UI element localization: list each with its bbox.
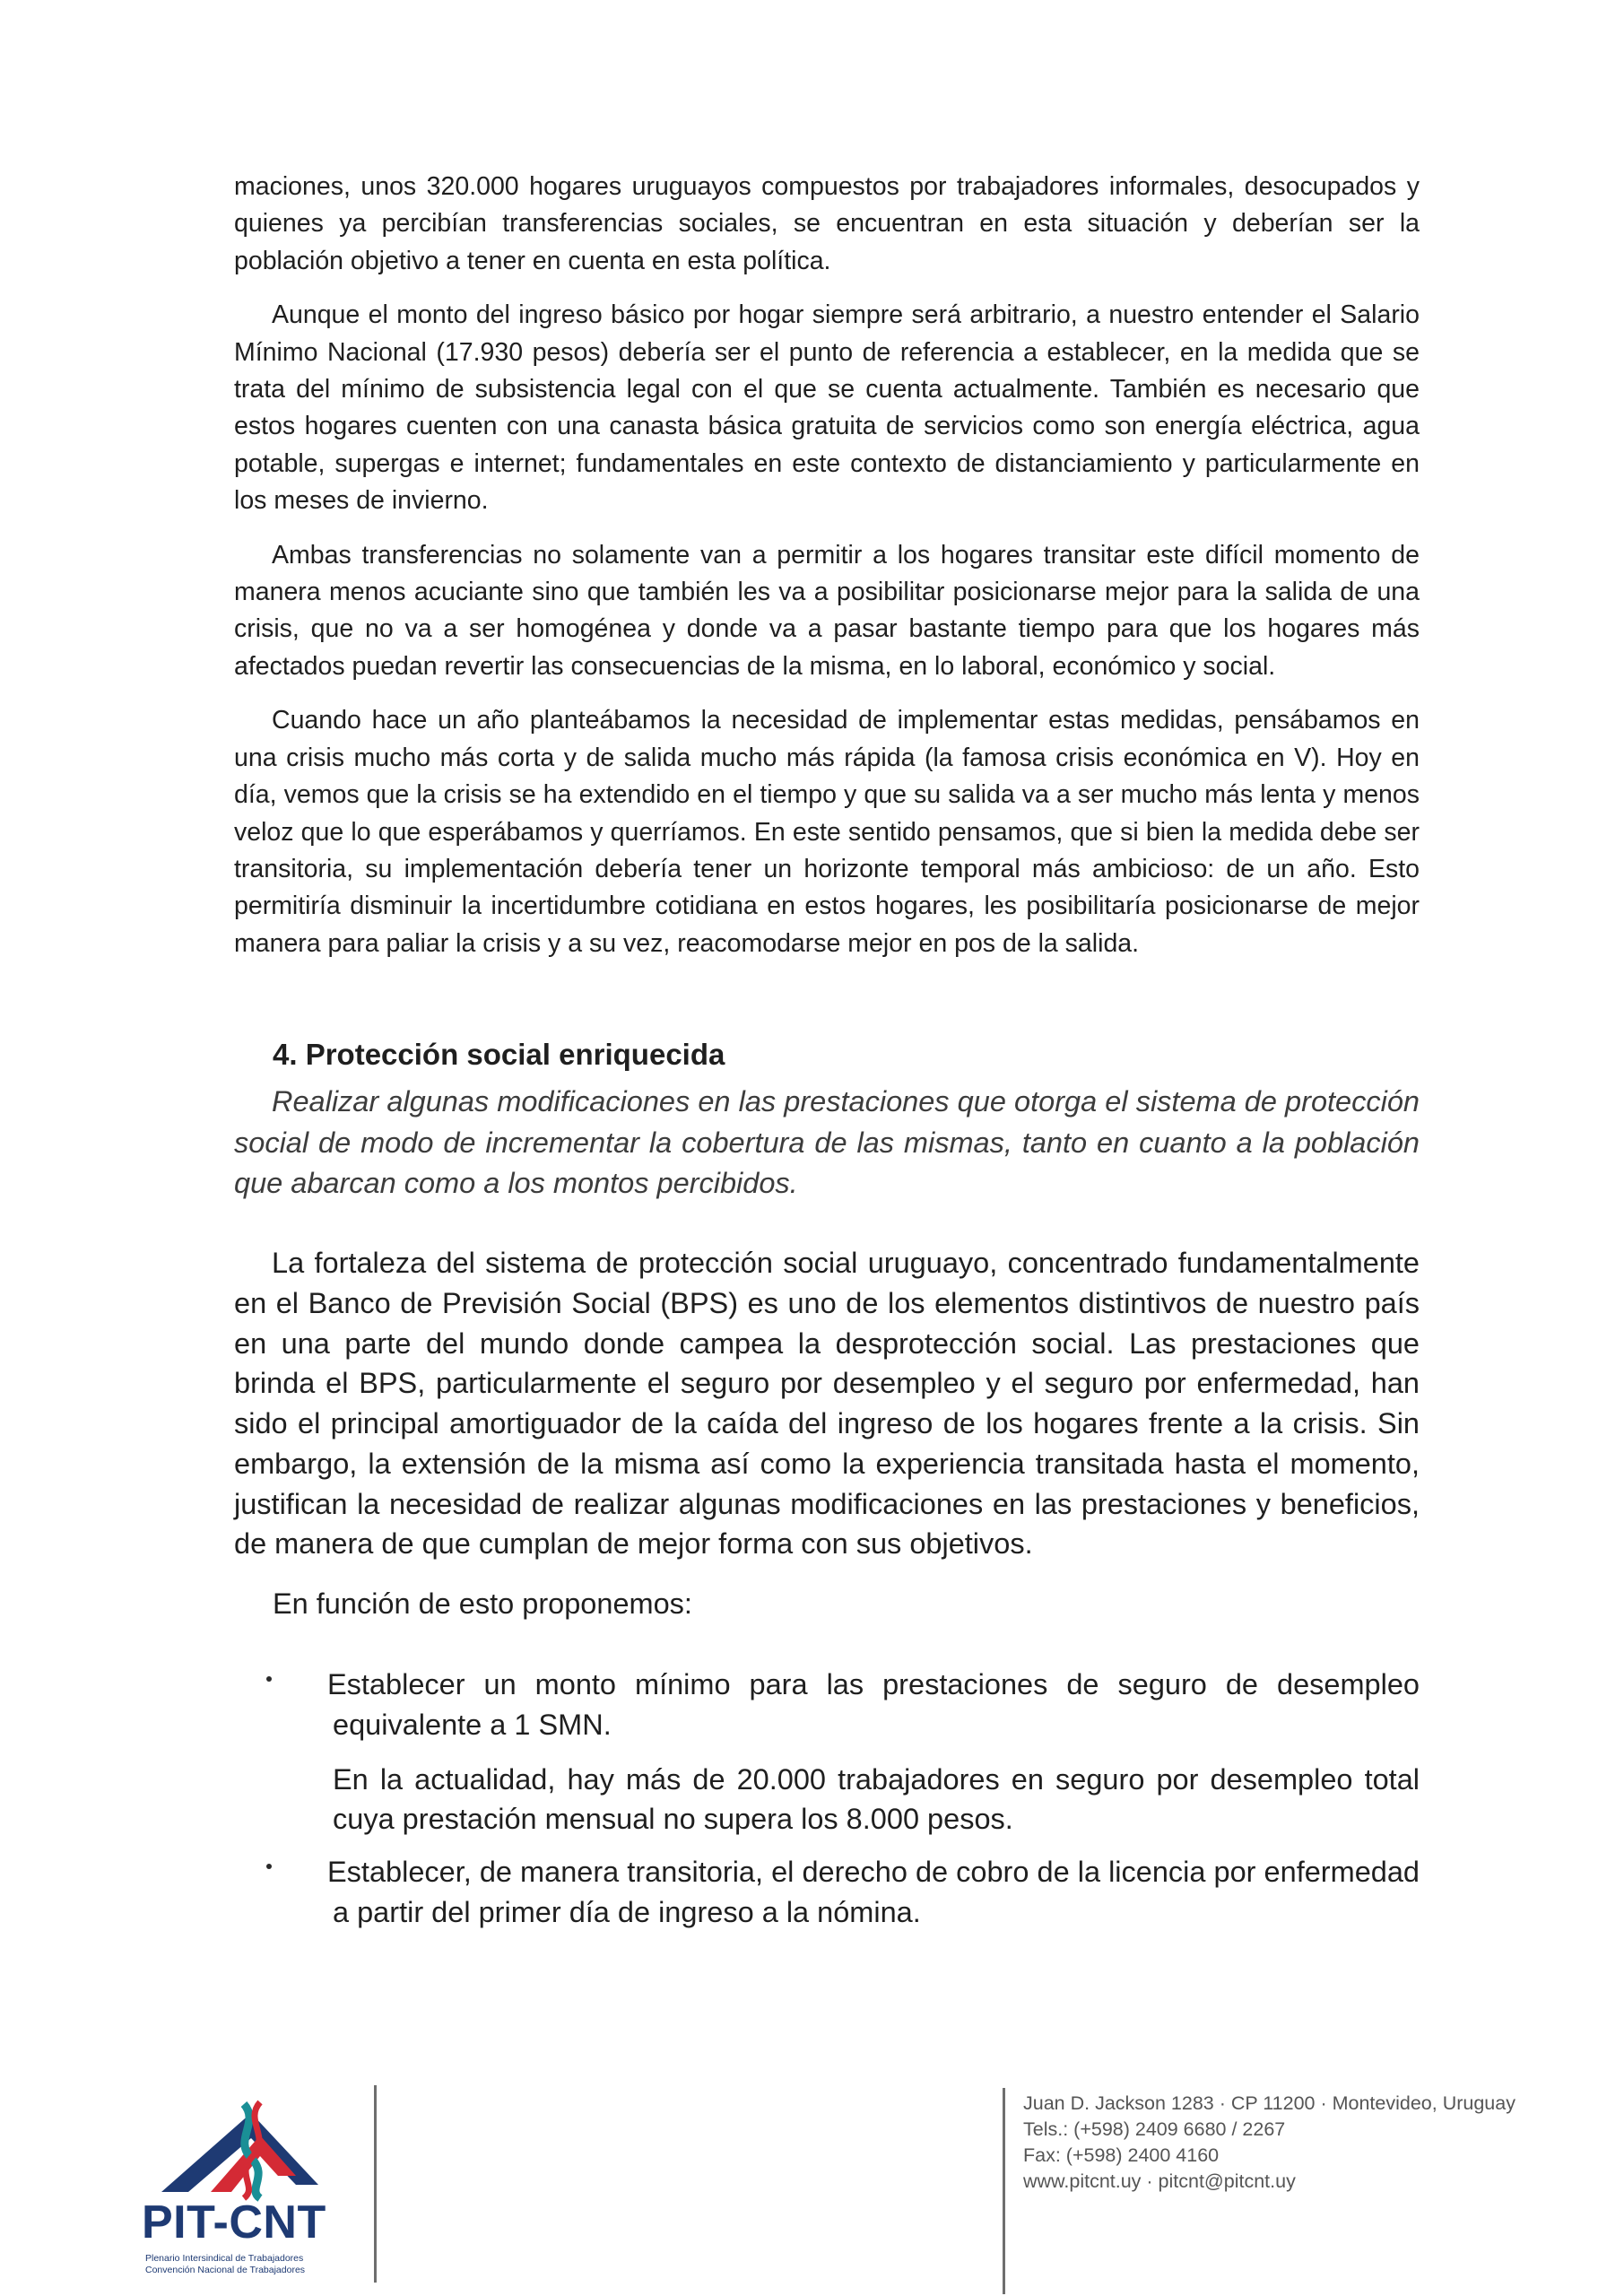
section-lead: Realizar algunas modificaciones en las prestaciones que otorga el sistema de protección social de modo de incrementar la cobertura de las mismas, tanto en cuanto a la población que abarcan como a los montos percibidos. (234, 1085, 1420, 1200)
list-item (234, 1665, 1420, 1839)
footer-divider (1003, 2088, 1005, 2294)
paragraph: Ambas transferencias no solamente van a permitir a los hogares transitar este difícil momento de manera menos acuciante sino que también les va a posibilitar posicionarse mejor para la salida de una crisis, que no va a ser homogénea y donde va a pasar bastante tiempo para que los hogares más afectados puedan revertir las consecuencias de la misma, en lo laboral, económico y social. (234, 540, 1420, 681)
paragraph: Aunque el monto del ingreso básico por hogar siempre será arbitrario, a nuestro entender el Salario Mínimo Nacional (17.930 pesos) debería ser el punto de referencia a establecer, en la medida que se trata del mínimo de subsistencia legal con el que se cuenta actualmente. También es necesario que estos hogares cuenten con una canasta básica gratuita de servicios como son energía eléctrica, agua potable, supergas e internet; fundamentales en este contexto de distanciamiento y particularmente en los meses de invierno. (234, 300, 1420, 516)
document-body (234, 169, 1420, 1940)
list-item-text: Establecer un monto mínimo para las prestaciones de seguro de desempleo equivalente a 1 SMN. (327, 1668, 1420, 1741)
contact-address: Juan D. Jackson 1283 · CP 11200 · Montevideo, Uruguay (1023, 2092, 1515, 2114)
list-item (234, 1852, 1420, 1933)
bullet-icon (266, 1864, 272, 1869)
section-title: 4. Protección social enriquecida (273, 1038, 725, 1072)
list-item-text: Establecer, de manera transitoria, el derecho de cobro de la licencia por enfermedad a partir del primer día de ingreso a la nómina. (327, 1856, 1420, 1929)
logo-emblem-icon (126, 2086, 386, 2203)
logo-text: PIT-CNT (142, 2196, 326, 2248)
contact-web: www.pitcnt.uy · pitcnt@pitcnt.uy (1023, 2170, 1296, 2192)
pit-cnt-logo (126, 2086, 386, 2285)
list-item-note: En la actualidad, hay más de 20.000 trabajadores en seguro por desempleo total cuya prestación mensual no supera los 8.000 pesos. (333, 1762, 1420, 1836)
logo-subtitle: Convención Nacional de Trabajadores (145, 2265, 306, 2275)
proposal-intro: En función de esto proponemos: (273, 1587, 692, 1621)
footer-divider (374, 2085, 377, 2283)
paragraph: Cuando hace un año planteábamos la necesidad de implementar estas medidas, pensábamos en una crisis mucho más corta y de salida mucho más rápida (la famosa crisis económica en V). Hoy en día, vemos que la crisis se ha extendido en el tiempo y que su salida va a ser mucho más lenta y menos veloz que lo que esperábamos y querríamos. En este sentido pensamos, que si bien la medida debe ser transitoria, su implementación debería tener un horizonte temporal más ambicioso: de un año. Esto permitiría disminuir la incertidumbre cotidiana en estos hogares, les posibilitaría posicionarse de mejor manera para paliar la crisis y a su vez, reacomodarse mejor en pos de la salida. (234, 706, 1420, 958)
paragraph: maciones, unos 320.000 hogares uruguayos compuestos por trabajadores informales, desocupados y quienes ya percibían transferencias sociales, se encuentran en esta situación y deberían ser la población objetivo a tener en cuenta en esta política. (234, 172, 1420, 275)
bullet-icon (266, 1676, 272, 1682)
paragraph: La fortaleza del sistema de protección social uruguayo, concentrado fundamentalmente en el Banco de Previsión Social (BPS) es uno de los elementos distintivos de nuestro país en una parte del mundo donde campea la desprotección social. Las prestaciones que brinda el BPS, particularmente el seguro por desempleo y el seguro por enfermedad, han sido el principal amortiguador de la caída del ingreso de los hogares frente a la crisis. Sin embargo, la extensión de la misma así como la experiencia transitada hasta el momento, justifican la necesidad de realizar algunas modificaciones en las prestaciones y beneficios, de manera de que cumplan de mejor forma con sus objetivos. (234, 1246, 1420, 1561)
contact-fax: Fax: (+598) 2400 4160 (1023, 2144, 1220, 2166)
contact-phones: Tels.: (+598) 2409 6680 / 2267 (1023, 2118, 1286, 2140)
proposal-list (234, 1665, 1420, 1933)
logo-subtitle: Plenario Intersindical de Trabajadores (145, 2253, 304, 2264)
contact-block (1023, 2091, 1515, 2195)
